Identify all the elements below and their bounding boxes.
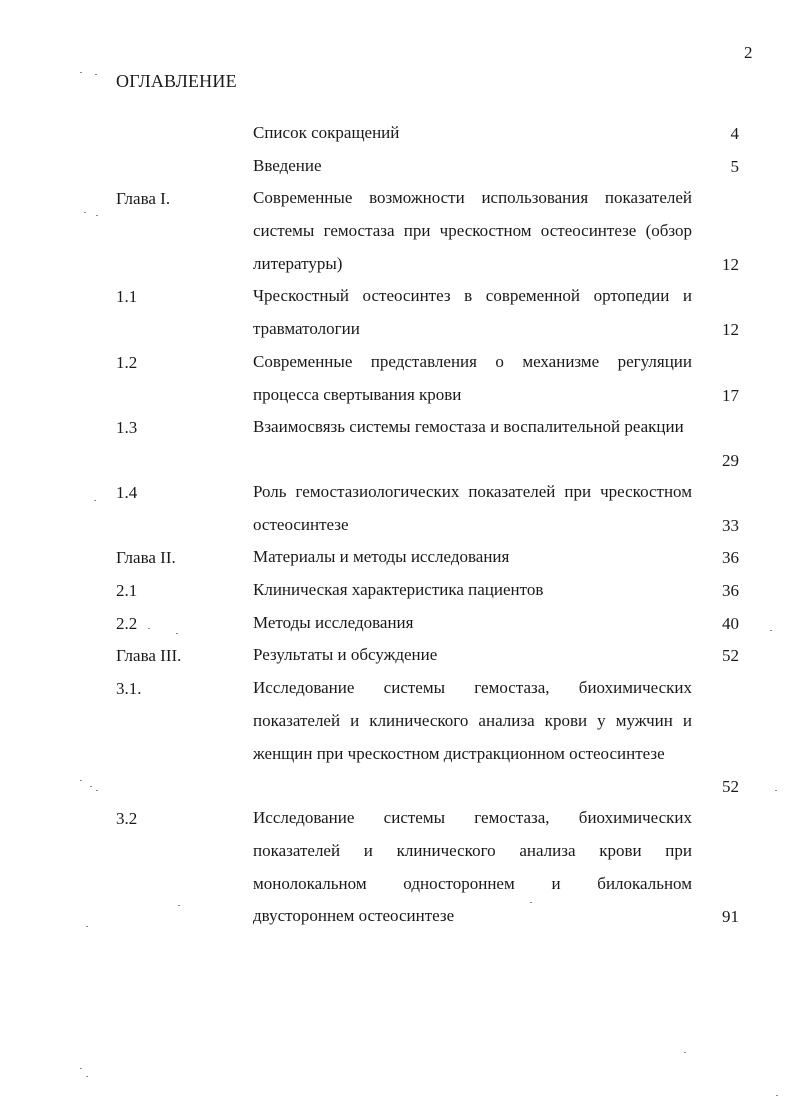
toc-entry-label: Глава II. [116, 548, 176, 567]
toc-entry-page: 12 [722, 320, 739, 339]
toc-entry-label: 2.2 [116, 614, 138, 633]
toc-entry-page: 40 [722, 614, 739, 633]
scan-speck [776, 1095, 778, 1096]
toc-entry-title: Взаимосвязь системы гемостаза и воспалительной реакции [253, 417, 684, 436]
scan-speck [90, 786, 92, 787]
scan-speck [94, 500, 96, 501]
toc-entry-page: 4 [730, 124, 739, 143]
toc-entry-title: Роль гемостазиологических показателей при чрескостном остеосинтезе [253, 482, 692, 534]
scan-speck [770, 630, 772, 631]
toc-entry-page: 36 [722, 581, 739, 600]
toc-entry-label: 2.1 [116, 581, 138, 600]
scan-speck [96, 790, 98, 791]
toc-entry-title: Исследование системы гемостаза, биохимических показателей и клинического анализа крови при монолокальном одностороннем и билокальном двустороннем остеосинтезе [253, 808, 692, 926]
toc-entry-page: 52 [722, 777, 739, 796]
scan-speck [80, 1068, 82, 1069]
toc-entry-label: 1.2 [116, 353, 138, 372]
scan-speck [530, 902, 532, 903]
scan-speck [80, 780, 82, 781]
scan-speck [86, 926, 88, 927]
toc-entry-title: Современные возможности использования показателей системы гемостаза при чрескостном остеосинтезе (обзор литературы) [253, 188, 692, 273]
scan-speck [775, 790, 777, 791]
toc-entry-label: 3.2 [116, 809, 138, 828]
scan-speck [96, 215, 98, 216]
scan-speck [86, 1076, 88, 1077]
scan-speck [95, 74, 97, 75]
page-number: 2 [744, 43, 753, 62]
scan-speck [178, 905, 180, 906]
toc-entry-page: 12 [722, 255, 739, 274]
toc-entry-label: 1.4 [116, 483, 138, 502]
toc-entry-title: Современные представления о механизме регуляции процесса свертывания крови [253, 352, 692, 404]
scan-speck [684, 1052, 686, 1053]
toc-entry-label: Глава III. [116, 646, 182, 665]
toc-entry-title: Клиническая характеристика пациентов [253, 580, 544, 599]
toc-entry-title: Чрескостный остеосинтез в современной ортопедии и травматологии [253, 286, 692, 338]
toc-entry-page: 17 [722, 386, 739, 405]
toc-entry-label: 1.1 [116, 287, 138, 306]
toc-entry-label: 1.3 [116, 418, 138, 437]
scan-speck [84, 212, 86, 213]
toc-entry-page: 29 [722, 451, 739, 470]
scan-speck [80, 72, 82, 73]
scan-speck [176, 633, 178, 634]
toc-entry-title: Методы исследования [253, 613, 414, 632]
toc-entry-page: 36 [722, 548, 739, 567]
toc-entry-title: Список сокращений [253, 123, 400, 142]
toc-entry-title: Введение [253, 156, 322, 175]
toc-entry-label: 3.1. [116, 679, 142, 698]
toc-entry-page: 33 [722, 516, 739, 535]
toc-entry-title: Исследование системы гемостаза, биохимических показателей и клинического анализа крови у мужчин и женщин при чрескостном дистракционном остеосинтезе [253, 678, 692, 763]
toc-entry-title: Материалы и методы исследования [253, 547, 510, 566]
toc-entry-page: 52 [722, 646, 739, 665]
toc-entry-page: 91 [722, 907, 739, 926]
toc-entry-page: 5 [730, 157, 739, 176]
toc-entry-label: Глава I. [116, 189, 171, 208]
toc-entry-title: Результаты и обсуждение [253, 645, 438, 664]
page-title: ОГЛАВЛЕНИЕ [116, 71, 237, 91]
scan-speck [148, 628, 150, 629]
